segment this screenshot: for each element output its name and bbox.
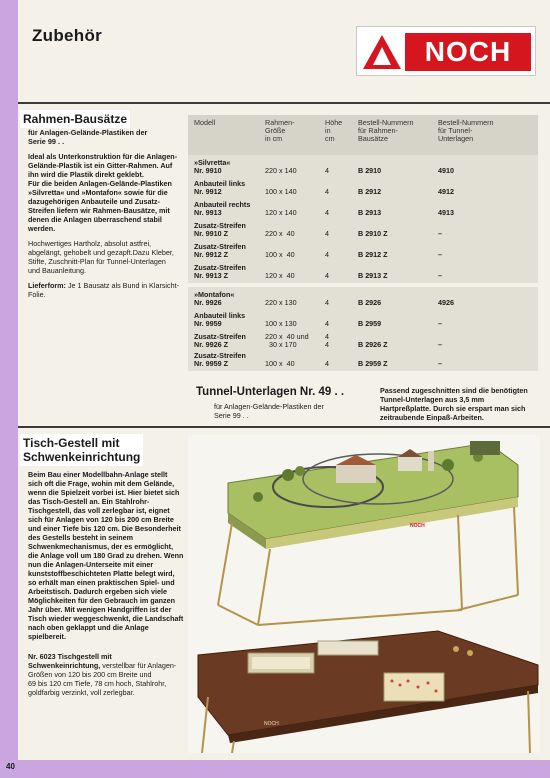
text-line: Schwenkeinrichtung [23, 450, 141, 464]
text-line: Hochwertiges Hartholz, absolut astfrei, [28, 239, 152, 248]
frame-section-subtitle [28, 128, 147, 146]
header-line: Höhe [325, 118, 343, 127]
tunnel-section-title: Tunnel-Unterlagen Nr. 49 . . [196, 386, 345, 398]
text-line: das Tisch-Gestell an. Ein Stahlrohr- [28, 497, 150, 506]
text-line: Passend zugeschnitten sind die benötigten [380, 386, 528, 395]
header-line: in [325, 126, 331, 135]
cell-order-frame: B 2913 [358, 208, 382, 217]
header-order-tunnel [438, 119, 494, 143]
cell-order-tunnel: – [438, 340, 442, 349]
tunnel-section-subtitle [214, 402, 324, 420]
text-line: Nr. 9910 Z [194, 229, 228, 238]
text-line: 4 [325, 332, 329, 341]
frame-desc-material [28, 239, 188, 275]
cell-size: 100 x 130 [265, 319, 297, 328]
product-name: Schwenkeinrichtung, [28, 661, 101, 670]
text-line: »Silvretta« und »Montafon« sowie für die [28, 188, 168, 197]
catalog-page [18, 0, 550, 760]
cell-order-tunnel: – [438, 250, 442, 259]
text-line: Zusatz-Streifen [194, 263, 246, 272]
cell-model [194, 312, 245, 328]
text-line: Zusatz-Streifen [194, 332, 246, 341]
frame-subtitle-line: für Anlagen-Gelände-Plastiken der [28, 128, 148, 137]
page-header [18, 0, 550, 110]
cell-size: 220 x 40 [265, 229, 295, 238]
text-line: sich oft die Frage, wohin mit dem Gelände, [28, 479, 175, 488]
cell-size: 100 x 40 [265, 250, 295, 259]
text-line: Tunnel-Unterlagen aus 3,5 mm [380, 395, 485, 404]
cell-model [194, 180, 245, 196]
header-line: für Tunnel- [438, 126, 473, 135]
page-title: Zubehör [32, 26, 103, 45]
text-line: des Gestells besteht in seinem [28, 533, 134, 542]
cell-order-frame: B 2926 [358, 298, 382, 307]
text-line: dazugehörigen Anbauteile und Zusatz- [28, 197, 160, 206]
cell-order-frame: B 2912 [358, 187, 382, 196]
text-line: Zusatz-Streifen [194, 221, 246, 230]
header-line: in cm [265, 134, 283, 143]
cell-size [265, 333, 309, 349]
cell-order-tunnel: – [438, 229, 442, 238]
text-line: Nr. 9959 [194, 319, 222, 328]
cell-height: 4 [325, 187, 329, 196]
cell-order-frame: B 2910 Z [358, 229, 388, 238]
cell-model [194, 243, 246, 259]
text-line: Größen von 120 bis 200 cm Breite und [28, 670, 152, 679]
table-header [188, 115, 538, 155]
delivery-label: Lieferform: [28, 281, 66, 290]
table-stand-product [28, 652, 190, 697]
header-model: Modell [194, 118, 216, 127]
cell-model [194, 352, 246, 368]
cell-height: 4 [325, 250, 329, 259]
cell-order-frame: B 2926 Z [358, 340, 388, 349]
product-name: Nr. 6023 Tischgestell mit [28, 652, 112, 661]
text-line: goldfarbig verzinkt, voll zerlegbar. [28, 688, 135, 697]
cell-order-tunnel: – [438, 271, 442, 280]
header-line: Bestell-Nummern [358, 118, 414, 127]
text-line: nun die Anlagen-Unterseite mit einer [28, 560, 154, 569]
text-line: Nr. 9913 [194, 208, 222, 217]
text-line: Zusatz-Streifen [194, 242, 246, 251]
table-stand-photo [188, 435, 540, 753]
header-line: cm [325, 134, 335, 143]
text-line: nach oben geklappt und die Anlage [28, 623, 149, 632]
cell-order-tunnel: 4926 [438, 298, 454, 307]
cell-size: 220 x 130 [265, 298, 297, 307]
table-stand-section-title [20, 434, 143, 466]
triangle-logo-icon [361, 33, 403, 71]
cell-size: 100 x 40 [265, 359, 295, 368]
cell-model [194, 201, 250, 217]
text-line: Arbeitstisch. Dadurch ergeben sich viele [28, 587, 168, 596]
text-line: Serie 99 . . [214, 411, 249, 420]
text-line: Ideal als Unterkonstruktion für die Anlagen- [28, 152, 178, 161]
cell-height: 4 [325, 166, 329, 175]
cell-order-frame: B 2912 Z [358, 250, 388, 259]
frame-subtitle-line: Serie 99 . . [28, 137, 65, 146]
text-line: »Silvretta« [194, 158, 231, 167]
text-line: Hartpreßplatte. Durch sie erspart man sich [380, 404, 526, 413]
cell-model [194, 333, 246, 349]
text-line: Nr. 9926 Z [194, 340, 228, 349]
header-height [325, 119, 342, 143]
text-line: Möglichkeiten für den Gebrauch im ganzen [28, 596, 175, 605]
text-line: Nr. 9913 Z [194, 271, 228, 280]
cell-order-tunnel: – [438, 359, 442, 368]
section-divider [18, 102, 550, 104]
text-line: Schwenkmechanismus, der es ermöglicht, [28, 542, 173, 551]
header-line: Unterlagen [438, 134, 474, 143]
text-line: so erhält man einen praktischen Spiel- und [28, 578, 175, 587]
text-line: 220 x 40 und [265, 332, 309, 341]
cell-size: 100 x 140 [265, 187, 297, 196]
noch-logo [356, 26, 536, 76]
text-line: wenn die Spielzeit vorbei ist. Hier bietet sich [28, 488, 180, 497]
table-stand-description [28, 470, 190, 641]
cell-model [194, 291, 234, 307]
text-line: die Anlage voll um 180 Grad zu drehen. Wenn [28, 551, 184, 560]
section-divider [18, 426, 550, 428]
cell-order-frame: B 2910 [358, 166, 382, 175]
cell-order-tunnel: 4912 [438, 187, 454, 196]
frame-delivery [28, 281, 188, 299]
header-line: Bestell-Nummern [438, 118, 494, 127]
text-line: werden. [28, 224, 56, 233]
cell-model [194, 222, 246, 238]
text-line: Anbauteil rechts [194, 200, 251, 209]
text-line: Jahr über. Mit wenigen Handgriffen ist der [28, 605, 172, 614]
text-line: zeitraubende Einpaß-Arbeiten. [380, 413, 484, 422]
header-size [265, 119, 295, 143]
text-line: Tischgestell, das voll zerlegbar ist, eignet [28, 506, 170, 515]
cell-height: 4 [325, 208, 329, 217]
text-line: Stifte, Zuschnitt-Plan für Tunnel-Unterlagen [28, 257, 166, 266]
cell-size: 220 x 140 [265, 166, 297, 175]
cell-height: 4 [325, 319, 329, 328]
cell-order-frame: B 2959 [358, 319, 382, 328]
text-line: Nr. 9959 Z [194, 359, 228, 368]
photo-label-top: NOCH [410, 523, 425, 529]
text-line: Streifen liefern wir Rahmen-Bausätze, mit [28, 206, 170, 215]
text-line: Nr. 9912 Z [194, 250, 228, 259]
text-line: Je 1 Bausatz als Bund in Klarsicht- [65, 281, 180, 290]
cell-height: 4 [325, 229, 329, 238]
text-line: Nr. 9926 [194, 298, 222, 307]
text-line: Beim Bau einer Modellbahn-Anlage stellt [28, 470, 168, 479]
cell-height [325, 333, 329, 349]
header-line: Rahmen- [265, 118, 295, 127]
cell-order-tunnel: – [438, 319, 442, 328]
text-line: und einer Tiefe bis 120 cm. Die Besonderheit [28, 524, 181, 533]
cell-size: 120 x 140 [265, 208, 297, 217]
group-separator [188, 283, 538, 287]
text-line: für Anlagen-Gelände-Plastiken der [214, 402, 324, 411]
text-line: 69 bis 120 cm Tiefe, 78 cm hoch, Stahlrohr, [28, 679, 167, 688]
cell-order-frame: B 2913 Z [358, 271, 388, 280]
cell-order-frame: B 2959 Z [358, 359, 388, 368]
photo-label-bottom: NOCH [264, 721, 279, 727]
text-line: denen die Anlagen überraschend stabil [28, 215, 162, 224]
text-line: sich für Anlagen von 120 bis 200 cm Breite [28, 515, 174, 524]
frame-order-table [188, 115, 538, 371]
header-order-frame [358, 119, 414, 143]
cell-height: 4 [325, 271, 329, 280]
text-line: Tisch-Gestell mit [23, 436, 120, 450]
text-line: Nr. 9912 [194, 187, 222, 196]
frame-desc-bold [28, 152, 188, 233]
text-line: Anbauteil links [194, 179, 246, 188]
header-line: Größe [265, 126, 286, 135]
text-line: Zusatz-Streifen [194, 351, 246, 360]
text-line: Folie. [28, 290, 46, 299]
cell-height: 4 [325, 359, 329, 368]
text-line: verstellbar für Anlagen- [100, 661, 177, 670]
frame-description [28, 152, 188, 305]
page-number: 40 [6, 762, 15, 771]
cell-height: 4 [325, 298, 329, 307]
cell-model [194, 264, 246, 280]
text-line: spielbereit. [28, 632, 66, 641]
brand-wordmark: NOCH [405, 33, 531, 71]
tunnel-description [380, 386, 540, 422]
text-line: Tisch wieder weggeschwenkt, die Landschaft [28, 614, 184, 623]
text-line: 4 [325, 340, 329, 349]
cell-model [194, 159, 230, 175]
text-line: 30 x 170 [269, 340, 297, 349]
text-line: Für die beiden Anlagen-Gelände-Plastiken [28, 179, 172, 188]
header-line: Bausätze [358, 134, 388, 143]
cell-size: 120 x 40 [265, 271, 295, 280]
text-line: kunststoffbeschichteten Platte belegt wird, [28, 569, 175, 578]
cell-order-tunnel: 4910 [438, 166, 454, 175]
text-line: »Montafon« [194, 290, 235, 299]
text-line: Gelände-Plastik ist ein Gitter-Rahmen. Auf [28, 161, 173, 170]
text-line: und Bauanleitung. [28, 266, 86, 275]
frame-section-title: Rahmen-Bausätze [20, 110, 130, 128]
text-line: ihn wird die Plastik direkt geklebt. [28, 170, 144, 179]
text-line: Anbauteil links [194, 311, 246, 320]
text-line: abgelängt, gehobelt und gezapft.Dazu Kleber, [28, 248, 174, 257]
text-line: Nr. 9910 [194, 166, 222, 175]
cell-order-tunnel: 4913 [438, 208, 454, 217]
header-line: für Rahmen- [358, 126, 398, 135]
